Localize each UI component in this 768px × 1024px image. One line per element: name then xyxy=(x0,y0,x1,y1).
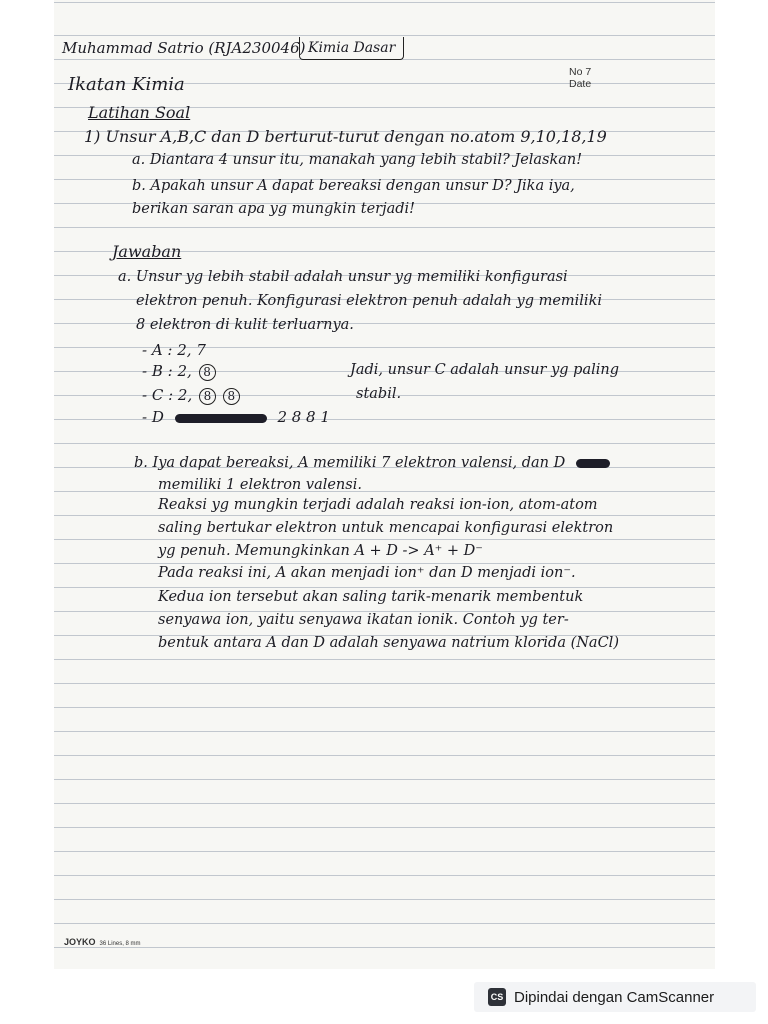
camscanner-icon: CS xyxy=(488,988,506,1006)
answer-b-line1-text: b. Iya dapat bereaksi, A memiliki 7 elektron valensi, dan D xyxy=(134,455,566,471)
latihan-heading: Latihan Soal xyxy=(88,103,191,122)
answer-b-line7: Kedua ion tersebut akan saling tarik-menarik membentuk xyxy=(158,589,584,605)
config-c xyxy=(142,385,240,405)
answer-b-line6: Pada reaksi ini, A akan menjadi ion⁺ dan D menjadi ion⁻. xyxy=(158,565,576,581)
subject-box: Kimia Dasar xyxy=(299,37,404,60)
answer-a-line2: elektron penuh. Konfigurasi elektron penuh adalah yg memiliki xyxy=(136,293,602,309)
answer-b-line8: senyawa ion, yaitu senyawa ikatan ionik. Contoh yg ter- xyxy=(158,612,569,628)
circled-8: 8 xyxy=(199,388,216,405)
config-b-label: - B : 2, xyxy=(142,362,192,380)
answer-b-line1 xyxy=(134,453,610,473)
brand-name: JOYKO xyxy=(64,937,96,947)
conclusion-line1: Jadi, unsur C adalah unsur yg paling xyxy=(350,362,620,378)
scribble-out-mark xyxy=(576,459,610,468)
config-a: - A : 2, 7 xyxy=(142,341,206,359)
question-1b-line2: berikan saran apa yg mungkin terjadi! xyxy=(132,201,415,217)
circled-8: 8 xyxy=(199,364,216,381)
question-1a: a. Diantara 4 unsur itu, manakah yang lebih stabil? Jelaskan! xyxy=(132,152,583,168)
answer-a-line3: 8 elektron di kulit terluarnya. xyxy=(136,317,354,333)
answer-b-line2: memiliki 1 elektron valensi. xyxy=(158,477,362,493)
answer-b-line5: yg penuh. Memungkinkan A + D -> A⁺ + D⁻ xyxy=(158,543,483,559)
config-d-values: 2 8 8 1 xyxy=(277,408,330,426)
scribble-out-mark xyxy=(175,414,267,423)
date-label: Date xyxy=(569,78,592,90)
question-1b-line1: b. Apakah unsur A dapat bereaksi dengan unsur D? Jika iya, xyxy=(132,178,575,194)
config-d-label: - D xyxy=(142,408,164,426)
page-title: Ikatan Kimia xyxy=(68,74,185,95)
circled-8: 8 xyxy=(223,388,240,405)
answer-b-line3: Reaksi yg mungkin terjadi adalah reaksi ion-ion, atom-atom xyxy=(158,497,598,513)
student-name: Muhammad Satrio (RJA230046) xyxy=(62,39,306,57)
config-b xyxy=(142,361,216,381)
answer-b-line9: bentuk antara A dan D adalah senyawa natrium klorida (NaCl) xyxy=(158,635,619,651)
no-label: No 7 xyxy=(569,66,592,78)
question-1: 1) Unsur A,B,C dan D berturut-turut dengan no.atom 9,10,18,19 xyxy=(84,127,607,146)
conclusion-line2: stabil. xyxy=(356,386,402,402)
brand-subtitle: 36 Lines, 8 mm xyxy=(99,941,141,947)
answer-b-line4: saling bertukar elektron untuk mencapai konfigurasi elektron xyxy=(158,520,614,536)
notebook-page xyxy=(54,0,715,969)
answer-a-line1: a. Unsur yg lebih stabil adalah unsur yg memiliki konfigurasi xyxy=(118,269,568,285)
no-date-field xyxy=(569,66,591,90)
config-d xyxy=(142,407,330,427)
config-c-label: - C : 2, xyxy=(142,386,193,404)
jawaban-heading: Jawaban xyxy=(112,242,182,261)
camscanner-badge xyxy=(474,982,756,1012)
camscanner-label: Dipindai dengan CamScanner xyxy=(514,988,715,1006)
notebook-brand xyxy=(64,932,141,950)
